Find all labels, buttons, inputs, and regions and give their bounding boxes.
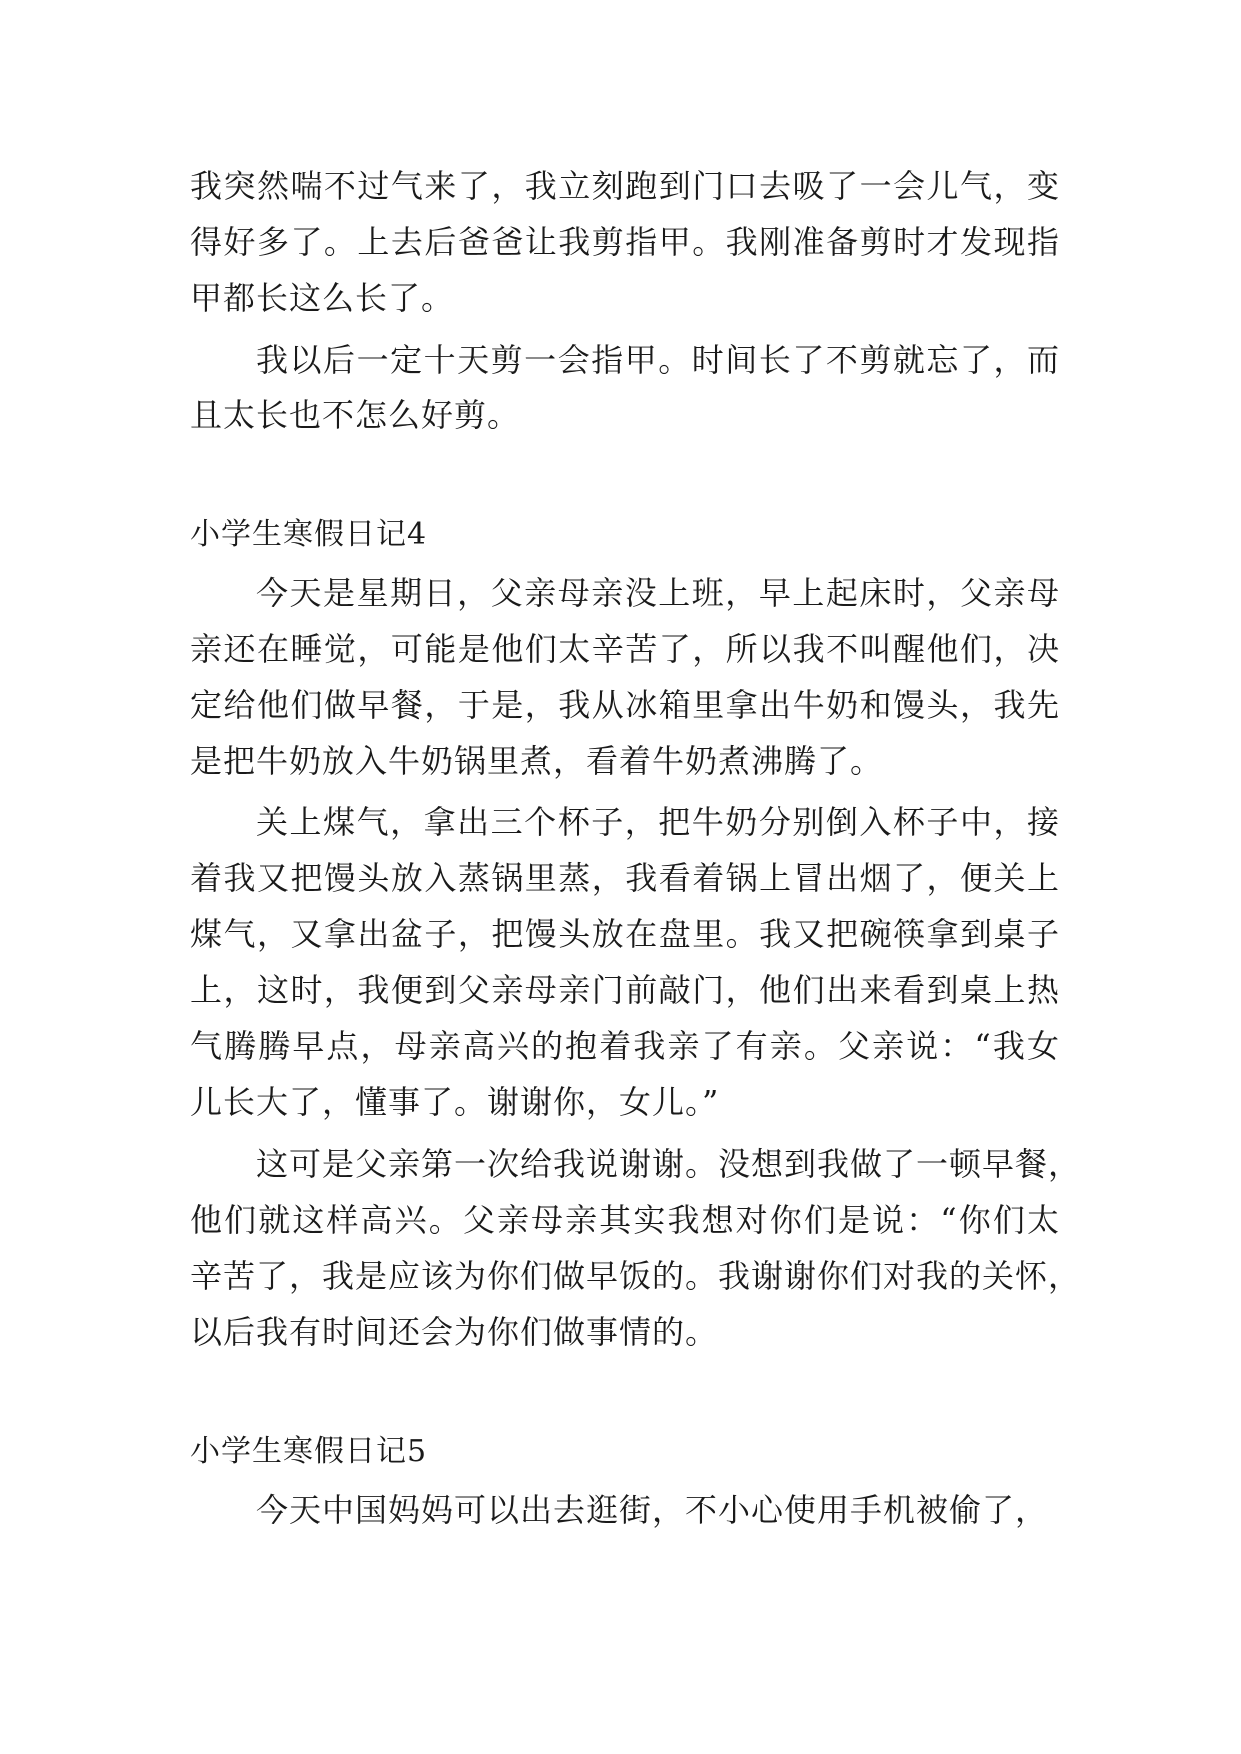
text-line: 今天中国妈妈可以出去逛街，不小心使用手机被偷了， [256,1491,1049,1529]
text-line: 定给他们做早餐，于是，我从冰箱里拿出牛奶和馒头，我先 [190,686,1060,724]
text-line: 亲还在睡觉，可能是他们太辛苦了，所以我不叫醒他们，决 [190,630,1060,668]
section-heading: 小学生寒假日记5 [190,1434,428,1469]
text-line: 儿长大了，懂事了。谢谢你，女儿。” [190,1083,720,1121]
text-line: 是把牛奶放入牛奶锅里煮，看着牛奶煮沸腾了。 [190,742,884,780]
text-line: 着我又把馒头放入蒸锅里蒸，我看着锅上冒出烟了，便关上 [190,859,1060,897]
text-line: 他们就这样高兴。父亲母亲其实我想对你们是说：“你们太 [190,1201,1060,1239]
section-heading: 小学生寒假日记4 [190,517,428,552]
text-line: 以后我有时间还会为你们做事情的。 [190,1313,719,1351]
text-line: 上，这时，我便到父亲母亲门前敲门，他们出来看到桌上热 [190,971,1060,1009]
text-line: 今天是星期日，父亲母亲没上班，早上起床时，父亲母 [256,574,1060,612]
text-line: 这可是父亲第一次给我说谢谢。没想到我做了一顿早餐， [256,1145,1082,1183]
text-line: 得好多了。上去后爸爸让我剪指甲。我刚准备剪时才发现指 [190,223,1060,261]
text-line: 关上煤气，拿出三个杯子，把牛奶分别倒入杯子中，接 [256,803,1060,841]
text-line: 气腾腾早点，母亲高兴的抱着我亲了有亲。父亲说：“我女 [190,1027,1060,1065]
text-line: 煤气，又拿出盆子，把馒头放在盘里。我又把碗筷拿到桌子 [190,915,1060,953]
text-line: 我突然喘不过气来了，我立刻跑到门口去吸了一会儿气，变 [190,167,1060,205]
text-line: 辛苦了，我是应该为你们做早饭的。我谢谢你们对我的关怀， [190,1257,1082,1295]
text-line: 我以后一定十天剪一会指甲。时间长了不剪就忘了，而 [256,341,1060,379]
text-line: 甲都长这么长了。 [190,279,455,317]
text-line: 且太长也不怎么好剪。 [190,396,521,434]
